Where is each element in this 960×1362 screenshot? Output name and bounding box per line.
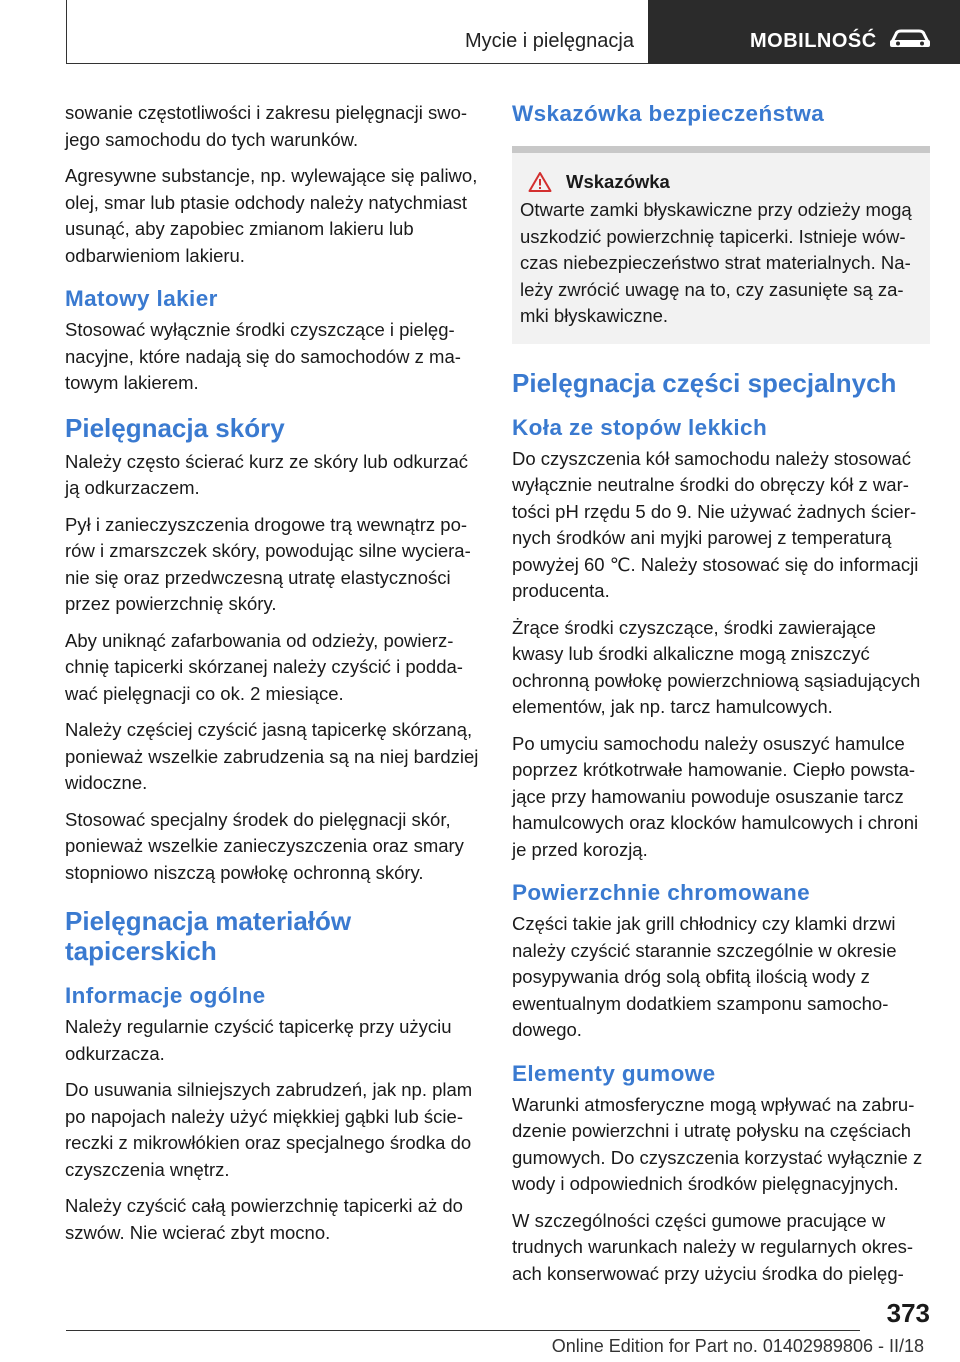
paragraph: sowanie częstotliwości i zakresu pielęgnacji swojego samochodu do tych warunków. — [65, 102, 468, 150]
paragraph: Stosować wyłącznie środki czyszczące i pielęgnacyjne, które nadają się do samochodów z matowym lakierem. — [65, 319, 461, 393]
paragraph: Należy czyścić całą powierzchnię tapicerki aż do szwów. Nie wcierać zbyt mocno. — [65, 1195, 463, 1243]
heading-rubber-parts: Elementy gumowe — [512, 1060, 716, 1086]
heading-chrome-surfaces: Powierzchnie chromowane — [512, 880, 811, 905]
paragraph: Żrące środki czyszczące, środki zawierające kwasy lub środki alkaliczne mogą zniszczyć ochronną powłokę powierzchniową sąsiadujących elementów, jak np. tarcz hamulcowych. — [512, 616, 921, 717]
note-divider — [512, 146, 930, 153]
header-section-tab — [66, 0, 648, 64]
page-number: 373 — [886, 1298, 930, 1328]
footer-divider — [66, 1330, 860, 1331]
right-column — [512, 100, 930, 1297]
note-title: Wskazówka — [566, 171, 670, 192]
paragraph: Należy często ścierać kurz ze skóry lub odkurzać ją odkurzaczem. — [65, 450, 469, 498]
paragraph: Agresywne substancje, np. wylewające się paliwo, olej, smar lub ptasie odchody należy natychmiast usunąć, aby zapobiec zmianom lakieru lub odbarwieniom lakieru. — [65, 165, 478, 266]
paragraph: Pył i zanieczyszczenia drogowe trą wewnątrz porów i zmarszczek skóry, powodując silne wycieranie się oraz przedwczesną utratę elastyczności przez powierzchnię skóry. — [65, 513, 471, 614]
paragraph: Aby uniknąć zafarbowania od odzieży, powierzchnię tapicerki skórzanej należy czyścić i poddawać pielęgnacji co ok. 2 miesiące. — [65, 629, 463, 704]
heading-safety-note: Wskazówka bezpieczeństwa — [512, 101, 825, 126]
heading-alloy-wheels: Koła ze stopów lekkich — [512, 414, 768, 440]
paragraph: Stosować specjalny środek do pielęgnacji skór, ponieważ wszelkie zanieczyszczenia oraz smary stopniowo niszczą powłokę ochronną skóry. — [65, 808, 464, 883]
warning-note — [512, 153, 930, 344]
header-brand-tab — [648, 0, 960, 64]
paragraph: Po umyciu samochodu należy osuszyć hamulce poprzez krótkotrwałe hamowanie. Ciepło powstające przy hamowaniu powoduje osuszanie tarcz hamulcowych oraz klocków hamulcowych i chroni je przed korozją. — [512, 732, 919, 860]
paragraph: Należy częściej czyścić jasną tapicerkę skórzaną, ponieważ wszelkie zabrudzenia są na niej bardziej widoczne. — [65, 719, 479, 793]
note-text: Otwarte zamki błyskawiczne przy odzieży mogą uszkodzić powierzchnię tapicerki. Istnieje wówczas niebezpieczeństwo strat materialnych. Należy zwrócić uwagę na to, czy zasunięte są zamki błyskawiczne. — [520, 199, 912, 326]
note-header — [520, 171, 922, 193]
chapter-title: MOBILNOŚĆ — [750, 30, 877, 52]
footer-edition: Online Edition for Part no. 01402989806 - II/18 — [551, 1336, 924, 1356]
paragraph: Warunki atmosferyczne mogą wpływać na zabrudzenie powierzchni i utratę połysku na częściach gumowych. Do czyszczenia korzystać wyłącznie z wody i odpowiednich środków pielęgnacyjnych. — [512, 1093, 923, 1194]
paragraph: Do czyszczenia kół samochodu należy stosować wyłącznie neutralne środki do obręczy kół z wartości pH rzędu 5 do 9. Nie używać żadnych ściernych środków ani myjki parowej z temperaturą powyżej 60 ℃. Należy stosować się do informacji producenta. — [512, 447, 919, 601]
warning-icon — [528, 171, 552, 193]
heading-general-info: Informacje ogólne — [65, 983, 266, 1008]
paragraph: Do usuwania silniejszych zabrudzeń, jak np. plam po napojach należy użyć miękkiej gąbki lub ściereczki z mikrowłókien oraz specjalnego środka do czyszczenia wnętrz. — [65, 1079, 473, 1180]
heading-leather-care: Pielęgnacja skóry — [65, 412, 285, 443]
section-title: Mycie i pielęgnacja — [465, 30, 634, 52]
car-icon — [888, 28, 932, 50]
heading-matte-paint: Matowy lakier — [65, 286, 218, 311]
paragraph: Należy regularnie czyścić tapicerkę przy użyciu odkurzacza. — [65, 1016, 452, 1064]
heading-upholstery-care: Pielęgnacja materiałów tapicerskich — [65, 906, 352, 966]
paragraph: Części takie jak grill chłodnicy czy klamki drzwi należy czyścić starannie szczególnie w okresie posypywania dróg solą obfitą ilością wody z ewentualnym dodatkiem szamponu samochodowego. — [512, 913, 897, 1040]
paragraph: W szczególności części gumowe pracujące w trudnych warunkach należy w regularnych okresach konserwować przy użyciu środka do pielęg- — [512, 1209, 914, 1284]
heading-special-parts: Pielęgnacja części specjalnych — [512, 367, 897, 398]
left-column — [65, 100, 480, 1256]
